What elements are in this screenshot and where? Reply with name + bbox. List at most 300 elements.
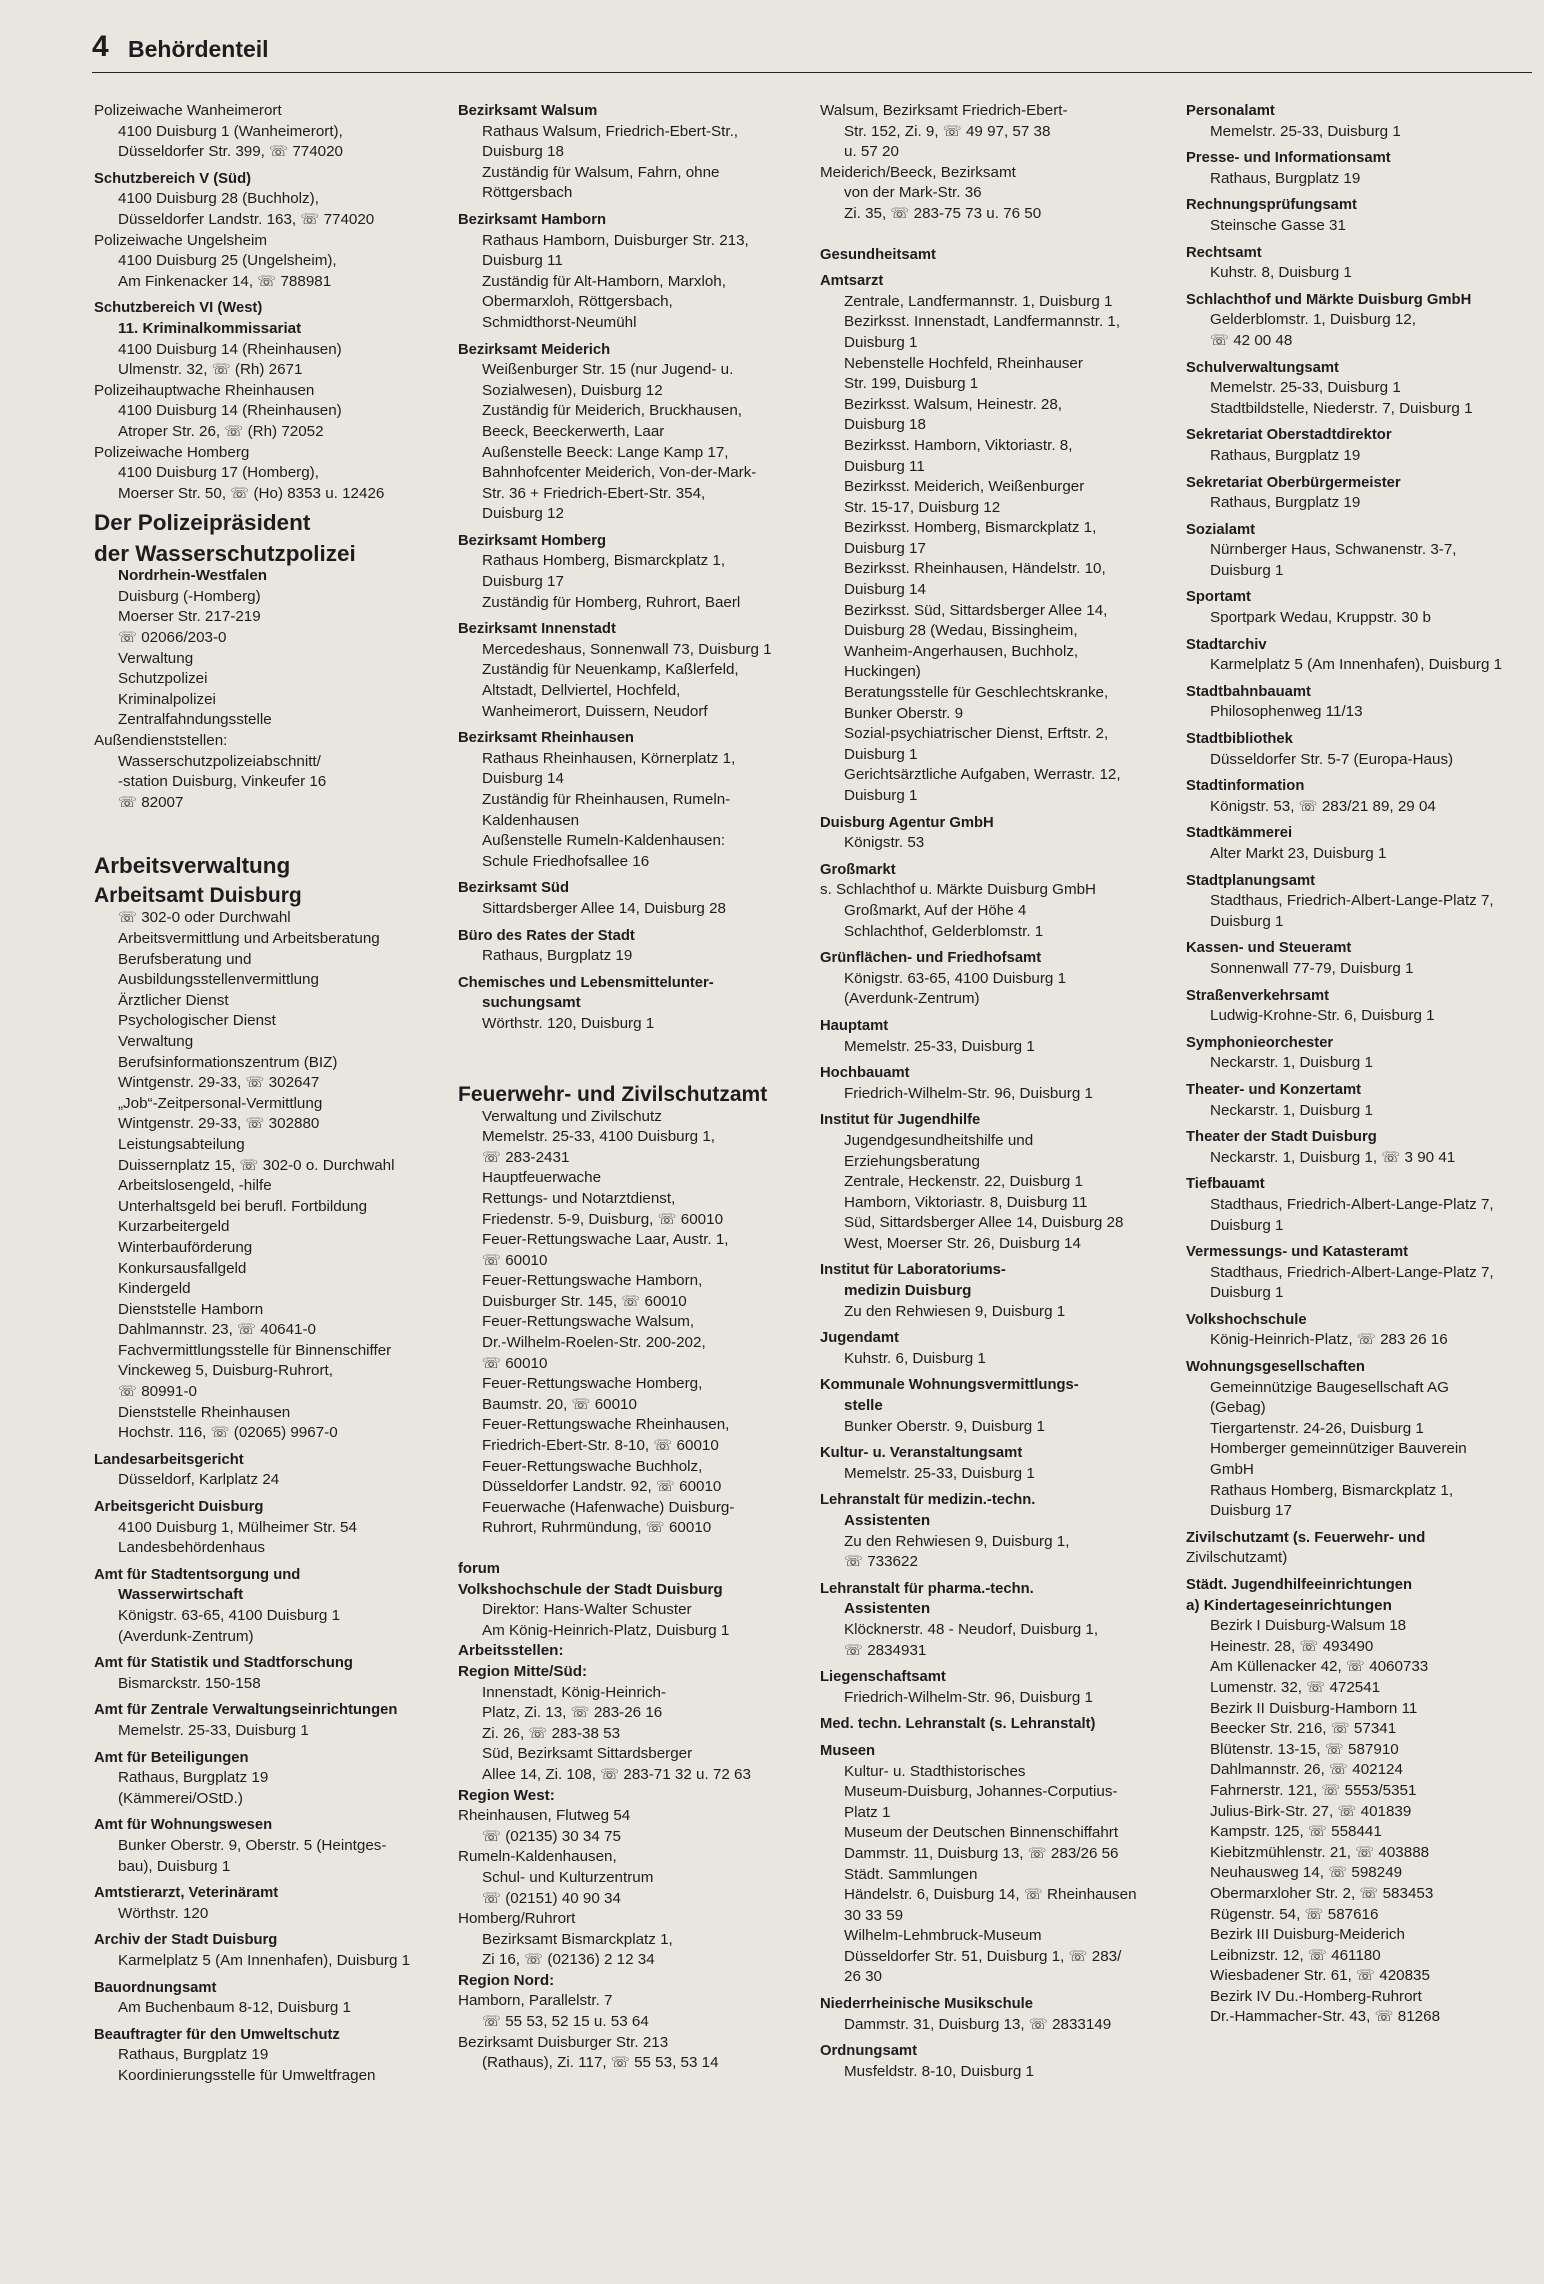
entry-line: Rathaus, Burgplatz 19: [118, 2046, 269, 2064]
entry-line: 4100 Duisburg 1, Mülheimer Str. 54: [118, 1518, 357, 1536]
entry-line: „Job“-Zeitpersonal-Vermittlung: [118, 1094, 323, 1112]
entry-line: Philosophenweg 11/13: [1210, 703, 1363, 721]
entry-heading: Theater- und Konzertamt: [1186, 1081, 1362, 1098]
entry-line: Steinsche Gasse 31: [1210, 216, 1346, 234]
entry-line: Sozial-psychiatrischer Dienst, Erftstr. 2,: [844, 725, 1109, 743]
entry-line: Julius-Birk-Str. 27, ☏ 401839: [1210, 1802, 1412, 1820]
entry-line: Gerichtsärztliche Aufgaben, Werrastr. 12,: [844, 766, 1121, 784]
entry-line: 4100 Duisburg 14 (Rheinhausen): [118, 340, 342, 358]
entry-heading: Hochbauamt: [820, 1065, 910, 1082]
entry-line: Außendienststellen:: [94, 732, 228, 750]
directory-entry: [94, 1930, 439, 1971]
directory-entry: [94, 101, 439, 163]
entry-line: Friedrich-Wilhelm-Str. 96, Duisburg 1: [844, 1084, 1093, 1102]
directory-entry: [1186, 1310, 1531, 1351]
entry-line: Verwaltung und Zivilschutz: [482, 1107, 662, 1125]
entry-line: Homberg/Ruhrort: [458, 1910, 576, 1928]
entry-line: Zentralfahndungsstelle: [118, 711, 272, 729]
entry-line: Rathaus, Burgplatz 19: [1210, 169, 1361, 187]
entry-line: Duisburg 14: [482, 770, 564, 788]
entry-line: Duisburg 18: [482, 143, 564, 161]
entry-line: stelle: [844, 1397, 883, 1415]
entry-line: Bunker Oberstr. 9, Duisburg 1: [844, 1417, 1045, 1435]
directory-entry: [94, 853, 439, 878]
entry-line: Volkshochschule der Stadt Duisburg: [458, 1580, 723, 1598]
entry-line: Friedenstr. 5-9, Duisburg, ☏ 60010: [482, 1210, 724, 1228]
entry-line: Atroper Str. 26, ☏ (Rh) 72052: [118, 422, 324, 440]
entry-line: Stadthaus, Friedrich-Albert-Lange-Platz 7,: [1210, 892, 1494, 910]
entry-line: Wasserwirtschaft: [118, 1586, 244, 1604]
entry-line: ☏ 60010: [482, 1251, 548, 1269]
entry-line: Rathaus Rheinhausen, Körnerplatz 1,: [482, 749, 736, 767]
column-3: [820, 101, 1165, 2088]
entry-line: Homberger gemeinnütziger Bauverein: [1210, 1440, 1467, 1458]
directory-entry: [820, 948, 1165, 1010]
entry-line: Memelstr. 25-33, Duisburg 1: [1210, 379, 1401, 397]
entry-heading: Symphonieorchester: [1186, 1034, 1334, 1051]
directory-entry: [1186, 682, 1531, 723]
entry-line: Dahlmannstr. 23, ☏ 40641-0: [118, 1321, 316, 1339]
entry-line: Zi. 35, ☏ 283-75 73 u. 76 50: [844, 204, 1042, 222]
entry-line: Sportpark Wedau, Kruppstr. 30 b: [1210, 609, 1431, 627]
entry-line: Str. 36 + Friedrich-Ebert-Str. 354,: [482, 484, 706, 502]
entry-line: Assistenten: [844, 1512, 931, 1529]
directory-entry: [458, 619, 803, 722]
directory-entry: [458, 210, 803, 334]
entry-line: Beeck, Beeckerwerth, Laar: [482, 422, 665, 440]
directory-entry: [1186, 1242, 1531, 1304]
entry-line: Platz, Zi. 13, ☏ 283-26 16: [482, 1704, 663, 1722]
directory-entry: [458, 1083, 803, 1539]
entry-line: Hamborn, Parallelstr. 7: [458, 1992, 613, 2010]
entry-line: Rettungs- und Notarztdienst,: [482, 1189, 676, 1207]
directory-entry: [1186, 290, 1531, 352]
entry-line: Bezirksst. Hamborn, Viktoriastr. 8,: [844, 436, 1073, 454]
entry-line: Obermarxloher Str. 2, ☏ 583453: [1210, 1884, 1434, 1902]
entry-line: Nürnberger Haus, Schwanenstr. 3-7,: [1210, 541, 1457, 559]
entry-line: Moerser Str. 217-219: [118, 608, 261, 626]
directory-entry: [1186, 635, 1531, 676]
entry-line: Meiderich/Beeck, Bezirksamt: [820, 163, 1016, 181]
entry-heading: Schulverwaltungsamt: [1186, 359, 1339, 376]
entry-line: Düsseldorfer Landstr. 163, ☏ 774020: [118, 210, 375, 228]
entry-heading: Stadtbahnbauamt: [1186, 683, 1311, 700]
entry-line: Platz 1: [844, 1803, 891, 1821]
directory-entry: [94, 884, 439, 1443]
entry-line: Bezirksst. Meiderich, Weißenburger: [844, 478, 1085, 496]
directory-entry: [94, 1748, 439, 1810]
entry-line: Neckarstr. 1, Duisburg 1: [1210, 1054, 1373, 1072]
entry-line: Zu den Rehwiesen 9, Duisburg 1,: [844, 1532, 1070, 1550]
page-header: [92, 28, 1532, 73]
entry-heading: Landesarbeitsgericht: [94, 1451, 244, 1468]
entry-line: Bahnhofcenter Meiderich, Von-der-Mark-: [482, 464, 757, 482]
entry-line: Verwaltung: [118, 649, 194, 667]
entry-line: Düsseldorfer Str. 5-7 (Europa-Haus): [1210, 750, 1454, 768]
entry-heading: Schutzbereich VI (West): [94, 300, 263, 317]
entry-line: Süd, Sittardsberger Allee 14, Duisburg 28: [844, 1214, 1124, 1232]
directory-entry: [1186, 1033, 1531, 1074]
entry-line: Polizeiwache Wanheimerort: [94, 102, 282, 119]
entry-line: Bezirksst. Innenstadt, Landfermannstr. 1,: [844, 313, 1121, 331]
entry-line: Duisburg 17: [482, 573, 564, 591]
entry-line: Rheinhausen, Flutweg 54: [458, 1807, 631, 1825]
directory-entry: [820, 2041, 1165, 2082]
entry-line: Arbeitsvermittlung und Arbeitsberatung: [118, 930, 380, 947]
directory-entry: [94, 1978, 439, 2019]
entry-line: Duisburg 1: [844, 333, 918, 351]
directory-entry: [820, 1490, 1165, 1572]
directory-entry: [820, 245, 1165, 266]
entry-line: Klöcknerstr. 48 - Neudorf, Duisburg 1,: [844, 1620, 1099, 1638]
directory-entry: [94, 1497, 439, 1559]
entry-line: Musfeldstr. 8-10, Duisburg 1: [844, 2062, 1034, 2080]
entry-line: Feuer-Rettungswache Homberg,: [482, 1375, 703, 1393]
entry-line: Vinckeweg 5, Duisburg-Ruhrort,: [118, 1362, 333, 1380]
entry-line: Mercedeshaus, Sonnenwall 73, Duisburg 1: [482, 640, 772, 658]
entry-line: Feuer-Rettungswache Rheinhausen,: [482, 1416, 730, 1434]
entry-line: Fachvermittlungsstelle für Binnenschiffer: [118, 1341, 392, 1359]
entry-heading: Stadtkämmerei: [1186, 825, 1293, 842]
entry-line: Rathaus Walsum, Friedrich-Ebert-Str.,: [482, 122, 739, 140]
entry-line: Wintgenstr. 29-33, ☏ 302647: [118, 1074, 320, 1092]
entry-line: Wanheimerort, Duissern, Neudorf: [482, 702, 708, 720]
entry-line: Bezirksst. Walsum, Heinestr. 28,: [844, 395, 1063, 413]
entry-line: 4100 Duisburg 14 (Rheinhausen): [118, 402, 342, 420]
entry-line: Jugendgesundheitshilfe und: [844, 1131, 1034, 1149]
entry-line: Region West:: [458, 1786, 555, 1804]
entry-heading: Straßenverkehrsamt: [1186, 987, 1330, 1004]
directory-entry: [1186, 1528, 1531, 1569]
entry-heading: Kultur- u. Veranstaltungsamt: [820, 1445, 1023, 1462]
section-subheading: Arbeitsamt Duisburg: [94, 884, 302, 908]
directory-entry: [1186, 986, 1531, 1027]
entry-line: Zu den Rehwiesen 9, Duisburg 1: [844, 1302, 1066, 1320]
entry-line: Feuer-Rettungswache Buchholz,: [482, 1457, 703, 1475]
entry-line: Huckingen): [844, 663, 921, 681]
entry-line: Am Küllenacker 42, ☏ 4060733: [1210, 1658, 1429, 1676]
entry-line: Rathaus, Burgplatz 19: [1210, 494, 1361, 512]
entry-line: a) Kindertageseinrichtungen: [1186, 1596, 1392, 1614]
entry-line: Sonnenwall 77-79, Duisburg 1: [1210, 959, 1414, 977]
entry-line: Memelstr. 25-33, Duisburg 1: [118, 1721, 309, 1739]
directory-entry: [820, 1443, 1165, 1484]
entry-line: (Averdunk-Zentrum): [118, 1627, 254, 1645]
directory-entry: [820, 1714, 1165, 1735]
entry-line: Neckarstr. 1, Duisburg 1, ☏ 3 90 41: [1210, 1148, 1456, 1166]
entry-heading: Rechnungsprüfungsamt: [1186, 197, 1357, 214]
entry-line: Beecker Str. 216, ☏ 57341: [1210, 1720, 1397, 1738]
entry-heading: Institut für Jugendhilfe: [820, 1112, 981, 1129]
directory-entry: [820, 1063, 1165, 1104]
entry-line: Polizeiwache Ungelsheim: [94, 231, 268, 249]
entry-line: Ludwig-Krohne-Str. 6, Duisburg 1: [1210, 1007, 1435, 1025]
entry-line: Wörthstr. 120, Duisburg 1: [482, 1014, 655, 1032]
entry-line: Rathaus, Burgplatz 19: [118, 1769, 269, 1787]
entry-line: Hochstr. 116, ☏ (02065) 9967-0: [118, 1424, 338, 1442]
entry-line: Str. 152, Zi. 9, ☏ 49 97, 57 38: [844, 122, 1051, 140]
entry-line: Feuer-Rettungswache Walsum,: [482, 1313, 695, 1331]
entry-line: Weißenburger Str. 15 (nur Jugend- u.: [482, 361, 734, 379]
entry-line: Am Buchenbaum 8-12, Duisburg 1: [118, 1999, 352, 2017]
entry-line: Zi 16, ☏ (02136) 2 12 34: [482, 1951, 655, 1969]
entry-line: Zuständig für Homberg, Ruhrort, Baerl: [482, 593, 741, 611]
entry-line: Kriminalpolizei: [118, 690, 216, 708]
entry-line: Psychologischer Dienst: [118, 1012, 276, 1030]
entry-line: Bezirk II Duisburg-Hamborn 11: [1210, 1699, 1418, 1717]
spacer: [458, 1041, 803, 1083]
directory-entry: [94, 169, 439, 293]
entry-line: Sittardsberger Allee 14, Duisburg 28: [482, 899, 726, 917]
column-1: [94, 101, 439, 2092]
directory-entry: [1186, 520, 1531, 582]
entry-line: Bunker Oberstr. 9: [844, 704, 964, 722]
entry-line: Zuständig für Walsum, Fahrn, ohne: [482, 163, 720, 181]
entry-line: Am König-Heinrich-Platz, Duisburg 1: [482, 1621, 730, 1639]
entry-line: Bezirksamt Bismarckplatz 1,: [482, 1930, 673, 1948]
entry-line: König-Heinrich-Platz, ☏ 283 26 16: [1210, 1331, 1448, 1349]
directory-entry: [1186, 148, 1531, 189]
entry-line: Moerser Str. 50, ☏ (Ho) 8353 u. 12426: [118, 484, 385, 502]
entry-line: Bezirk I Duisburg-Walsum 18: [1210, 1617, 1407, 1635]
directory-entry: [1186, 729, 1531, 770]
entry-heading: Bezirksamt Walsum: [458, 103, 598, 119]
entry-line: Gemeinnützige Baugesellschaft AG: [1210, 1378, 1449, 1396]
entry-line: ☏ 283-2431: [482, 1148, 570, 1166]
entry-line: Ulmenstr. 32, ☏ (Rh) 2671: [118, 361, 303, 379]
entry-line: Ausbildungsstellenvermittlung: [118, 971, 319, 989]
entry-heading: Sozialamt: [1186, 521, 1256, 538]
directory-entry: [458, 973, 803, 1035]
entry-heading: Stadtbibliothek: [1186, 731, 1293, 748]
entry-heading: Großmarkt: [820, 861, 896, 878]
directory-entry: [94, 541, 439, 813]
directory-entry: [458, 531, 803, 613]
entry-heading: Zivilschutzamt (s. Feuerwehr- und: [1186, 1529, 1426, 1546]
entry-line: Rathaus, Burgplatz 19: [1210, 446, 1361, 464]
entry-line: (Rathaus), Zi. 117, ☏ 55 53, 53 14: [482, 2054, 719, 2072]
directory-entry: [94, 1700, 439, 1741]
entry-heading: Bezirksamt Meiderich: [458, 341, 611, 358]
entry-line: Memelstr. 25-33, Duisburg 1: [844, 1464, 1035, 1482]
entry-line: Kindergeld: [118, 1280, 191, 1298]
entry-line: Memelstr. 25-33, Duisburg 1: [844, 1037, 1035, 1055]
column-2: [458, 101, 803, 2080]
directory-entry: [1186, 776, 1531, 817]
spacer: [94, 819, 439, 847]
entry-line: Dammstr. 31, Duisburg 13, ☏ 2833149: [844, 2015, 1112, 2033]
entry-heading: Schutzbereich V (Süd): [94, 170, 252, 187]
entry-heading: Stadtplanungsamt: [1186, 872, 1316, 889]
directory-entry: [820, 1994, 1165, 2035]
entry-line: Rathaus Homberg, Bismarckplatz 1,: [1210, 1481, 1454, 1499]
entry-line: Bezirksst. Rheinhausen, Händelstr. 10,: [844, 560, 1106, 578]
directory-entry: [94, 1565, 439, 1647]
entry-heading: Lehranstalt für medizin.-techn.: [820, 1492, 1036, 1509]
entry-line: Friedrich-Wilhelm-Str. 96, Duisburg 1: [844, 1688, 1093, 1706]
entry-line: suchungsamt: [482, 994, 581, 1012]
entry-heading: Niederrheinische Musikschule: [820, 1996, 1033, 2013]
entry-line: Duisburg 12: [482, 505, 564, 523]
entry-heading: Sekretariat Oberbürgermeister: [1186, 474, 1401, 491]
entry-line: Duissernplatz 15, ☏ 302-0 o. Durchwahl: [118, 1156, 395, 1174]
entry-line: ☏ 82007: [118, 793, 184, 811]
entry-line: Duisburg (-Homberg): [118, 587, 261, 605]
entry-heading: Theater der Stadt Duisburg: [1186, 1129, 1377, 1146]
entry-line: Duisburg 11: [482, 252, 563, 270]
entry-heading: Rechtsamt: [1186, 244, 1262, 261]
entry-line: Ruhrort, Ruhrmündung, ☏ 60010: [482, 1519, 712, 1537]
entry-line: Fahrnerstr. 121, ☏ 5553/5351: [1210, 1781, 1417, 1799]
entry-line: Schule Friedhofsallee 16: [482, 852, 650, 870]
entry-line: ☏ 302-0 oder Durchwahl: [118, 909, 291, 927]
entry-heading: Kommunale Wohnungsvermittlungs-: [820, 1377, 1079, 1394]
section-heading: Arbeitsverwaltung: [94, 853, 291, 879]
entry-line: Hauptfeuerwache: [482, 1169, 602, 1187]
entry-heading: Bauordnungsamt: [94, 1979, 217, 1996]
entry-heading: Arbeitsgericht Duisburg: [94, 1499, 264, 1516]
entry-line: Duisburg 28 (Wedau, Bissingheim,: [844, 622, 1078, 640]
entry-line: 4100 Duisburg 1 (Wanheimerort),: [118, 122, 343, 140]
entry-line: Erziehungsberatung: [844, 1152, 980, 1170]
entry-line: Neckarstr. 1, Duisburg 1: [1210, 1101, 1373, 1119]
entry-line: Alter Markt 23, Duisburg 1: [1210, 845, 1387, 862]
entry-heading: Lehranstalt für pharma.-techn.: [820, 1580, 1034, 1597]
directory-entry: [94, 1815, 439, 1877]
directory-entry: [820, 1260, 1165, 1322]
directory-entry: [458, 878, 803, 919]
entry-heading: Bezirksamt Rheinhausen: [458, 730, 634, 747]
spacer: [820, 231, 1165, 245]
entry-heading: Bezirksamt Süd: [458, 880, 570, 897]
directory-entry: [820, 1667, 1165, 1708]
entry-line: Kurzarbeitergeld: [118, 1218, 230, 1236]
entry-line: Düsseldorfer Str. 51, Duisburg 1, ☏ 283/: [844, 1947, 1122, 1965]
entry-line: Direktor: Hans-Walter Schuster: [482, 1601, 692, 1619]
entry-line: Arbeitsstellen:: [458, 1642, 564, 1660]
entry-line: Nebenstelle Hochfeld, Rheinhauser: [844, 354, 1083, 372]
directory-entry: [820, 1328, 1165, 1369]
entry-line: 26 30: [844, 1968, 883, 1986]
directory-entry: [1186, 587, 1531, 628]
directory-entry: [94, 1653, 439, 1694]
entry-line: 4100 Duisburg 28 (Buchholz),: [118, 190, 319, 208]
entry-line: Landesbehördenhaus: [118, 1539, 265, 1557]
directory-entry: [1186, 358, 1531, 420]
entry-heading: Amtstierarzt, Veterinäramt: [94, 1885, 279, 1902]
directory-entry: [1186, 823, 1531, 864]
entry-line: Städt. Sammlungen: [844, 1865, 978, 1883]
entry-heading: Büro des Rates der Stadt: [458, 927, 635, 944]
entry-line: Duisburg 1: [1210, 1216, 1284, 1234]
entry-heading: Amtsarzt: [820, 273, 884, 290]
entry-line: ☏ (02135) 30 34 75: [482, 1827, 621, 1845]
entry-line: Rügenstr. 54, ☏ 587616: [1210, 1905, 1379, 1923]
entry-line: Bunker Oberstr. 9, Oberstr. 5 (Heintges-: [118, 1836, 387, 1854]
entry-line: Süd, Bezirksamt Sittardsberger: [482, 1745, 693, 1763]
entry-line: Str. 15-17, Duisburg 12: [844, 498, 1001, 516]
entry-line: Zuständig für Alt-Hamborn, Marxloh,: [482, 272, 726, 290]
entry-line: Duisburg 17: [844, 539, 926, 557]
entry-line: Rathaus, Burgplatz 19: [482, 947, 633, 965]
directory-entry: [458, 101, 803, 204]
entry-line: Stadthaus, Friedrich-Albert-Lange-Platz 7,: [1210, 1263, 1494, 1281]
entry-line: Heinestr. 28, ☏ 493490: [1210, 1637, 1374, 1655]
entry-heading: Tiefbauamt: [1186, 1176, 1265, 1193]
entry-line: Nordrhein-Westfalen: [118, 567, 268, 585]
entry-line: u. 57 20: [844, 143, 899, 161]
entry-heading: Schlachthof und Märkte Duisburg GmbH: [1186, 291, 1472, 308]
entry-line: ☏ 80991-0: [118, 1383, 197, 1401]
entry-line: Walsum, Bezirksamt Friedrich-Ebert-: [820, 102, 1068, 119]
entry-line: Zuständig für Rheinhausen, Rumeln-: [482, 791, 731, 808]
entry-line: Duisburger Str. 145, ☏ 60010: [482, 1292, 687, 1310]
entry-line: Karmelplatz 5 (Am Innenhafen), Duisburg 1: [1210, 656, 1503, 674]
entry-line: Duisburg 1: [1210, 1284, 1284, 1302]
directory-entry: [458, 728, 803, 872]
entry-heading: Duisburg Agentur GmbH: [820, 814, 994, 831]
entry-heading: Amt für Zentrale Verwaltungseinrichtungen: [94, 1702, 398, 1719]
entry-line: Region Nord:: [458, 1971, 555, 1989]
directory-entry: [1186, 871, 1531, 933]
entry-line: Duisburg 1: [844, 787, 918, 804]
entry-line: Dahlmannstr. 26, ☏ 402124: [1210, 1761, 1403, 1779]
entry-line: Friedrich-Ebert-Str. 8-10, ☏ 60010: [482, 1437, 719, 1455]
entry-line: Bezirksst. Süd, Sittardsberger Allee 14,: [844, 601, 1108, 619]
entry-line: Königstr. 63-65, 4100 Duisburg 1: [118, 1607, 341, 1624]
entry-line: Duisburg 18: [844, 416, 926, 434]
entry-line: Schlachthof, Gelderblomstr. 1: [844, 922, 1044, 940]
entry-line: Altstadt, Dellviertel, Hochfeld,: [482, 682, 681, 700]
entry-heading: Jugendamt: [820, 1330, 899, 1347]
entry-line: Stadtbildstelle, Niederstr. 7, Duisburg 1: [1210, 399, 1473, 417]
directory-entry: [1186, 473, 1531, 514]
entry-line: Zivilschutzamt): [1186, 1549, 1288, 1567]
entry-line: 30 33 59: [844, 1906, 904, 1924]
directory-entry: [820, 1016, 1165, 1057]
directory-entry: [94, 298, 439, 504]
entry-line: Berufsinformationszentrum (BIZ): [118, 1053, 338, 1071]
entry-heading: Amt für Statistik und Stadtforschung: [94, 1655, 353, 1672]
entry-line: Zuständig für Meiderich, Bruckhausen,: [482, 402, 743, 420]
entry-line: Wasserschutzpolizeiabschnitt/: [118, 752, 321, 770]
directory-entry: [458, 340, 803, 525]
directory-entry: [820, 813, 1165, 854]
entry-heading: Chemisches und Lebensmittelunter-: [458, 974, 714, 991]
entry-line: Verwaltung: [118, 1032, 194, 1050]
entry-line: von der Mark-Str. 36: [844, 184, 982, 202]
entry-line: ☏ 60010: [482, 1354, 548, 1372]
entry-line: Winterbauförderung: [118, 1238, 253, 1256]
entry-line: Allee 14, Zi. 108, ☏ 283-71 32 u. 72 63: [482, 1765, 751, 1783]
directory-entry: [820, 1741, 1165, 1988]
directory-entry: [94, 1450, 439, 1491]
entry-line: Museum-Duisburg, Johannes-Corputius-: [844, 1783, 1118, 1801]
directory-entry: [1186, 425, 1531, 466]
entry-line: Leibnizstr. 12, ☏ 461180: [1210, 1946, 1381, 1964]
directory-entry: [94, 2025, 439, 2087]
entry-line: Str. 199, Duisburg 1: [844, 375, 979, 393]
directory-entry: [1186, 1357, 1531, 1522]
entry-line: Dienststelle Hamborn: [118, 1300, 264, 1318]
entry-line: (Gebag): [1210, 1399, 1266, 1417]
entry-line: Arbeitslosengeld, -hilfe: [118, 1177, 272, 1195]
entry-line: Schutzpolizei: [118, 670, 208, 688]
entry-line: Wörthstr. 120: [118, 1904, 209, 1922]
entry-line: Hamborn, Viktoriastr. 8, Duisburg 11: [844, 1193, 1088, 1211]
entry-line: Lumenstr. 32, ☏ 472541: [1210, 1678, 1381, 1696]
directory-entry: [458, 1559, 803, 2074]
